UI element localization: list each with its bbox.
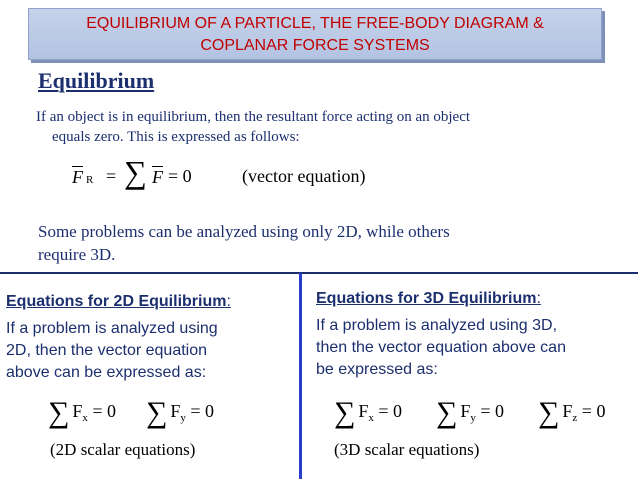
sum-symbol: ∑	[124, 154, 147, 190]
sum-symbol: ∑	[334, 396, 356, 429]
horizontal-divider	[0, 272, 638, 274]
vertical-divider	[299, 273, 302, 479]
equals-zero: = 0	[190, 401, 215, 421]
equals-zero: = 0	[92, 401, 117, 421]
equals-sign: =	[106, 166, 117, 186]
2d-scalar-note: (2D scalar equations)	[50, 440, 196, 459]
3d-title-colon: :	[536, 290, 541, 307]
force-symbol: F	[170, 401, 181, 421]
equilibrium-heading: Equilibrium	[38, 68, 155, 93]
3d-sum-fx	[334, 396, 402, 430]
2d-sum-fy	[146, 396, 214, 430]
force-symbol: F	[72, 401, 83, 421]
equals-zero: = 0	[378, 401, 403, 421]
sum-symbol: ∑	[48, 396, 70, 429]
2d-text-line-1: If a problem is analyzed using	[6, 320, 218, 337]
3d-section-title	[316, 290, 541, 308]
intro-paragraph	[36, 107, 616, 147]
vector-equation-note: (vector equation)	[242, 166, 366, 186]
force-symbol: F	[562, 401, 573, 421]
equals-zero: = 0	[581, 401, 606, 421]
3d-text-line-3: be expressed as:	[316, 361, 438, 378]
subscript: y	[180, 412, 186, 424]
dimension-note	[38, 220, 598, 266]
3d-text-line-1: If a problem is analyzed using 3D,	[316, 317, 558, 334]
2d-section-title	[6, 293, 231, 311]
2d-section-text	[6, 318, 218, 384]
3d-section-text	[316, 315, 566, 381]
subscript: y	[470, 412, 476, 424]
subscript: x	[368, 412, 374, 424]
2d-sum-fx	[48, 396, 116, 430]
sum-symbol: ∑	[146, 396, 168, 429]
dimension-note-line-1: Some problems can be analyzed using only 2D, while others	[38, 222, 450, 241]
subscript: z	[572, 412, 578, 424]
banner-line-2: COPLANAR FORCE SYSTEMS	[200, 37, 430, 54]
3d-scalar-note: (3D scalar equations)	[334, 440, 480, 459]
intro-line-1: If an object is in equilibrium, then the resultant force acting on an object	[36, 109, 471, 125]
resultant-subscript: R	[86, 174, 94, 186]
intro-line-2: equals zero. This is expressed as follows:	[52, 129, 300, 145]
force-symbol: F	[358, 401, 369, 421]
2d-text-line-3: above can be expressed as:	[6, 364, 207, 381]
2d-title-colon: :	[226, 293, 231, 310]
subscript: x	[82, 412, 88, 424]
banner-title	[29, 13, 601, 57]
sum-symbol: ∑	[538, 396, 560, 429]
resultant-force-symbol: F	[72, 167, 83, 187]
equals-zero: = 0	[480, 401, 505, 421]
3d-sum-fy	[436, 396, 504, 430]
dimension-note-line-2: require 3D.	[38, 245, 116, 264]
sum-symbol: ∑	[436, 396, 458, 429]
3d-title-text: Equations for 3D Equilibrium	[316, 290, 537, 307]
banner-line-1: EQUILIBRIUM OF A PARTICLE, THE FREE-BODY DIAGRAM &	[86, 15, 544, 32]
3d-text-line-2: then the vector equation above can	[316, 339, 566, 356]
force-symbol: F	[460, 401, 471, 421]
equals-zero: = 0	[168, 166, 192, 186]
3d-sum-fz	[538, 396, 605, 430]
2d-title-text: Equations for 2D Equilibrium	[6, 293, 227, 310]
2d-text-line-2: 2D, then the vector equation	[6, 342, 208, 359]
force-symbol: F	[152, 167, 163, 187]
title-banner	[28, 8, 602, 60]
